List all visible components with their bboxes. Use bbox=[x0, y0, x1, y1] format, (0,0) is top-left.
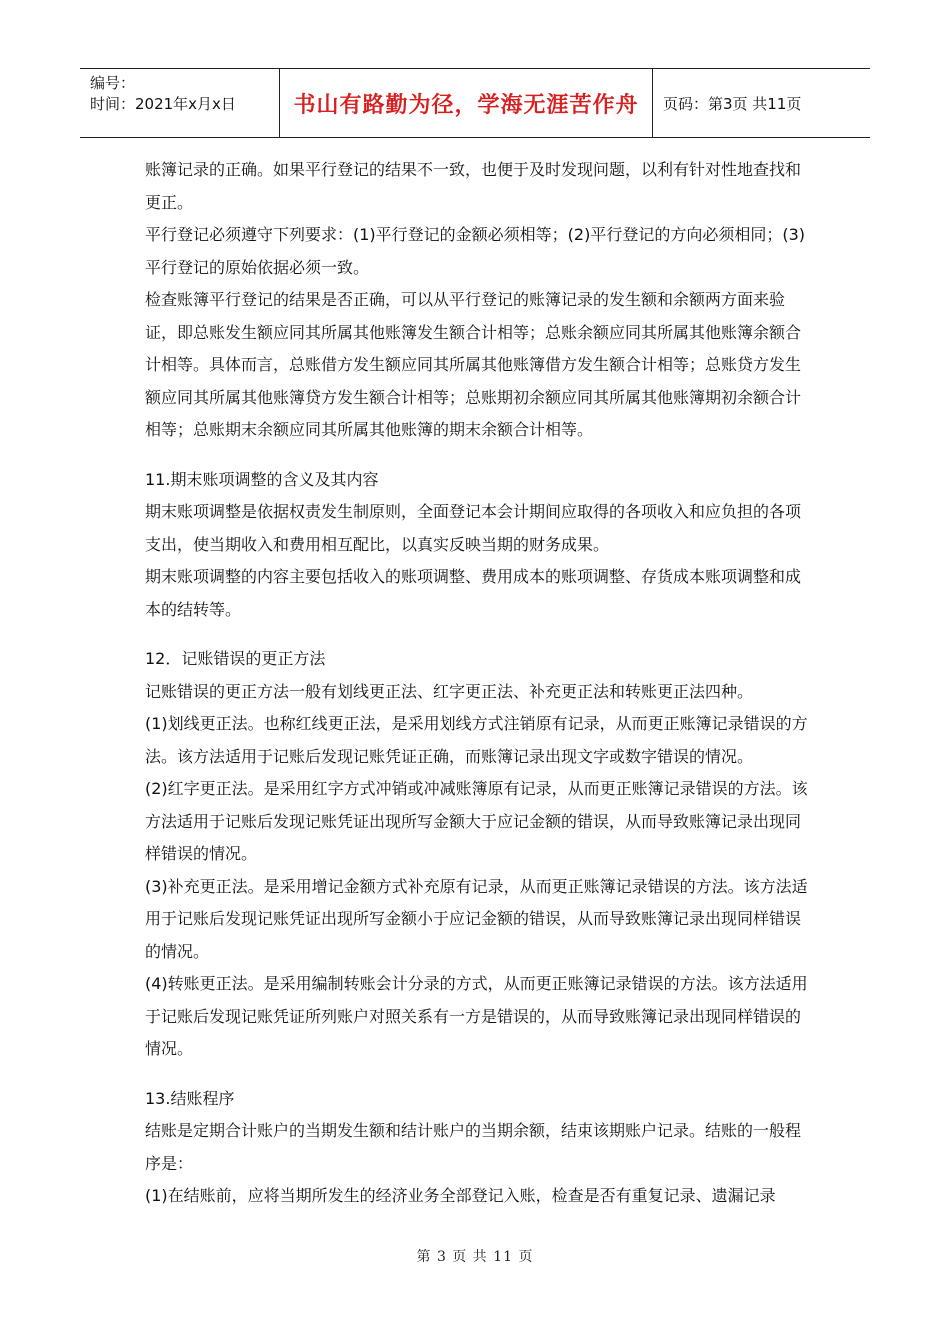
paragraph: (1)在结账前，应将当期所发生的经济业务全部登记入账，检查是否有重复记录、遗漏记录 bbox=[145, 1186, 776, 1205]
section-heading: 11.期末账项调整的含义及其内容 bbox=[145, 469, 379, 489]
serial-number-label: 编号： bbox=[90, 74, 136, 92]
header-motto-cell bbox=[280, 69, 653, 137]
time-label: 时间：2021年x月x日 bbox=[90, 95, 236, 113]
paragraph: 期末账项调整的内容主要包括收入的账项调整、费用成本的账项调整、存货成本账项调整和成本的结转等。 bbox=[145, 567, 802, 619]
document-body bbox=[145, 154, 810, 1213]
header-page-cell bbox=[653, 69, 870, 137]
section-gap bbox=[145, 447, 810, 464]
paragraph: (3)补充更正法。是采用增记金额方式补充原有记录，从而更正账簿记录错误的方法。该方法适用于记账后发现记账凭证出现所写金额小于应记金额的错误，从而导致账簿记录出现同样错误的情况。 bbox=[145, 876, 808, 961]
paragraph: 平行登记必须遵守下列要求：(1)平行登记的金额必须相等；(2)平行登记的方向必须相同；(3)平行登记的原始依据必须一致。 bbox=[145, 225, 805, 277]
page-footer: 第 3 页 共 11 页 bbox=[416, 1249, 534, 1265]
page-info: 页码：第3页 共11页 bbox=[663, 94, 802, 113]
section-heading: 12．记账错误的更正方法 bbox=[145, 649, 326, 668]
section-gap bbox=[145, 1066, 810, 1083]
paragraph: (4)转账更正法。是采用编制转账会计分录的方式，从而更正账簿记录错误的方法。该方法适用于记账后发现记账凭证所列账户对照关系有一方是错误的，从而导致账簿记录出现同样错误的情况。 bbox=[145, 974, 808, 1058]
paragraph: (1)划线更正法。也称红线更正法，是采用划线方式注销原有记录，从而更正账簿记录错误的方法。该方法适用于记账后发现记账凭证正确，而账簿记录出现文字或数字错误的情况。 bbox=[145, 714, 808, 766]
paragraph: 结账是定期合计账户的当期发生额和结计账户的当期余额，结束该期账户记录。结账的一般程序是： bbox=[145, 1121, 802, 1173]
paragraph: 期末账项调整是依据权责发生制原则，全面登记本会计期间应取得的各项收入和应负担的各项支出，使当期收入和费用相互配比，以真实反映当期的财务成果。 bbox=[145, 502, 802, 554]
page-header bbox=[80, 68, 870, 138]
paragraph: (2)红字更正法。是采用红字方式冲销或冲减账簿原有记录，从而更正账簿记录错误的方法。该方法适用于记账后发现记账凭证出现所写金额大于应记金额的错误，从而导致账簿记录出现同样错误的情况。 bbox=[145, 779, 808, 863]
section-gap bbox=[145, 626, 810, 643]
paragraph: 记账错误的更正方法一般有划线更正法、红字更正法、补充更正法和转账更正法四种。 bbox=[145, 681, 754, 701]
paragraph: 检查账簿平行登记的结果是否正确，可以从平行登记的账簿记录的发生额和余额两方面来验证，即总账发生额应同其所属其他账簿发生额合计相等；总账余额应同其所属其他账簿余额合计相等。具体而言，总账借方发生额应同其所属其他账簿借方发生额合计相等；总账贷方发生额应同其所属其他账簿贷方发生额合计相等；总账期初余额应同其所属其他账簿期初余额合计相等；总账期末余额应同其所属其他账簿的期末余额合计相等。 bbox=[145, 290, 802, 439]
section-heading: 13.结账程序 bbox=[145, 1088, 235, 1108]
motto: 书山有路勤为径，学海无涯苦作舟 bbox=[293, 92, 639, 118]
header-meta bbox=[80, 69, 280, 137]
paragraph: 账簿记录的正确。如果平行登记的结果不一致，也便于及时发现问题，以利有针对性地查找和更正。 bbox=[145, 160, 802, 212]
